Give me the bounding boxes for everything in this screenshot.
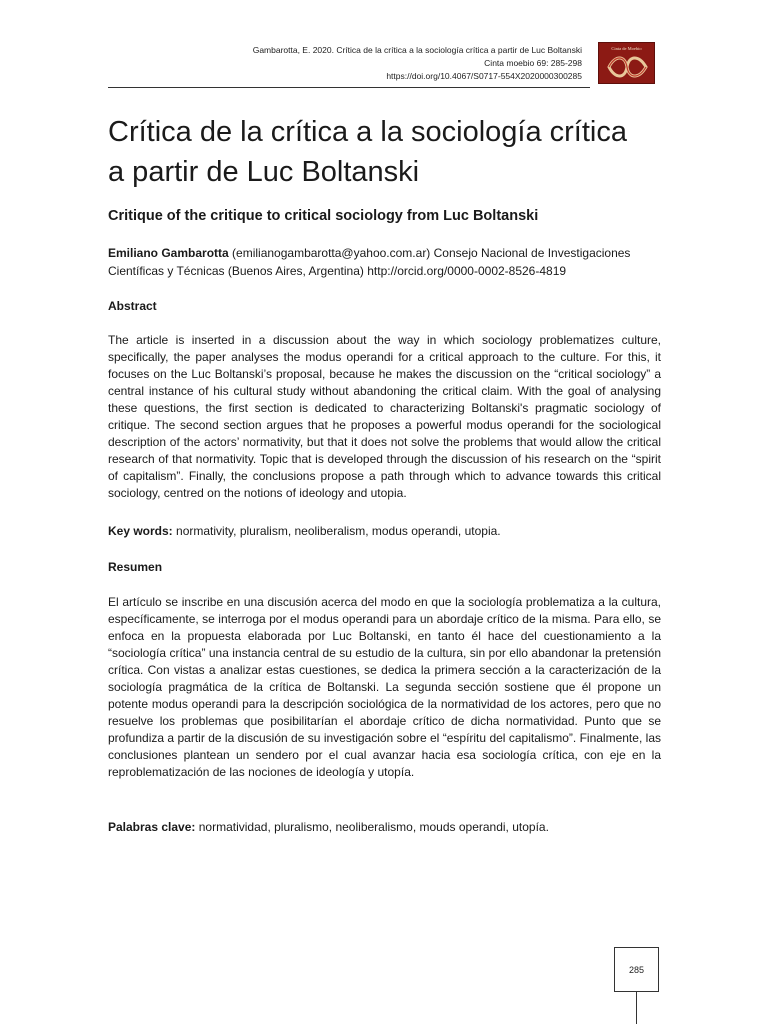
page-number-rule (636, 992, 637, 1024)
running-header (162, 44, 582, 83)
resumen-heading: Resumen (108, 560, 163, 574)
header-doi-link[interactable]: https://doi.org/10.4067/S0717-554X2020000300285 (386, 71, 582, 81)
page-number-box (614, 947, 659, 992)
author-info (108, 244, 668, 280)
article-title (108, 112, 668, 192)
journal-logo (598, 42, 655, 84)
keywords-label: Key words: (108, 524, 173, 538)
title-line-2: a partir de Luc Boltanski (108, 156, 420, 188)
header-rule (108, 87, 590, 88)
resumen-keywords (108, 819, 661, 836)
header-journal-issue: Cinta moebio 69: 285-298 (484, 58, 582, 68)
moebio-strip-icon (605, 53, 650, 81)
palabras-clave-label: Palabras clave: (108, 820, 196, 834)
logo-text: Cinta de Moebio (611, 46, 642, 51)
header-citation: Gambarotta, E. 2020. Crítica de la crítica a la sociología crítica a partir de Luc Boltanski (252, 45, 582, 55)
keywords-list: normativity, pluralism, neoliberalism, modus operandi, utopia. (172, 524, 501, 538)
author-name: Emiliano Gambarotta (108, 246, 229, 260)
abstract-keywords (108, 523, 661, 540)
abstract-text: The article is inserted in a discussion about the way in which sociology problematizes culture, specifically, the paper analyses the modus operandi for a critical approach to the culture. For this, it focuses on the Luc Boltanski’s proposal, because he makes the discussion on the “critical sociology” a central instance of his cultural study without abandoning the critical claim. With the goal of analysing these questions, the first section is dedicated to characterizing Boltanski's pragmatic sociology of critique. The second section argues that he proposes a powerful modus operandi for the sociological description of the actors’ normativity, but that it does not solve the problems that would allow the critical research of that normativity. Topic that is developed through the discussion of his research on the “spirit of capitalism”. Finally, the conclusions propose a path through which to advance towards this critical sociology, centred on the notions of ideology and utopia. (108, 333, 661, 500)
english-title: Critique of the critique to critical sociology from Luc Boltanski (108, 208, 539, 224)
abstract-heading: Abstract (108, 299, 157, 313)
page-number: 285 (628, 964, 645, 975)
title-line-1: Crítica de la crítica a la sociología crítica (108, 116, 627, 148)
author-details: (emilianogambarotta@yahoo.com.ar) Consejo Nacional de Investigaciones Científicas y Técnicas (Buenos Aires, Argentina) http://orcid.org/0000-0002-8526-4819 (108, 246, 631, 278)
resumen-text: El artículo se inscribe en una discusión acerca del modo en que la sociología problematiza a la cultura, específicamente, se interroga por el modus operandi para un abordaje crítico de la misma. Para ello, se enfoca en la propuesta elaborada por Luc Boltanski, en tanto él hace del cuestionamiento a la “sociología crítica” una instancia central de su estudio de la cultura, sin por ello abandonar la pretensión crítica. Con vistas a analizar estas cuestiones, se dedica la primera sección a la caracterización de la sociología pragmática de la crítica de Boltanski. La segunda sección sostiene que él propone un potente modus operandi para la descripción sociológica de la normatividad de los actores, pero que no resuelve los problemas que posibilitarían el abordaje crítico de dicha normatividad. Punto que se profundiza a partir de la discusión de su investigación sobre el “espíritu del capitalismo”. Finalmente, las conclusiones plantean un sendero por el cual avanzar hacia esa sociología crítica, con eje en la reproblematización de las nociones de ideología y utopía. (108, 595, 661, 779)
palabras-clave-list: normatividad, pluralismo, neoliberalismo, mouds operandi, utopía. (195, 820, 549, 834)
